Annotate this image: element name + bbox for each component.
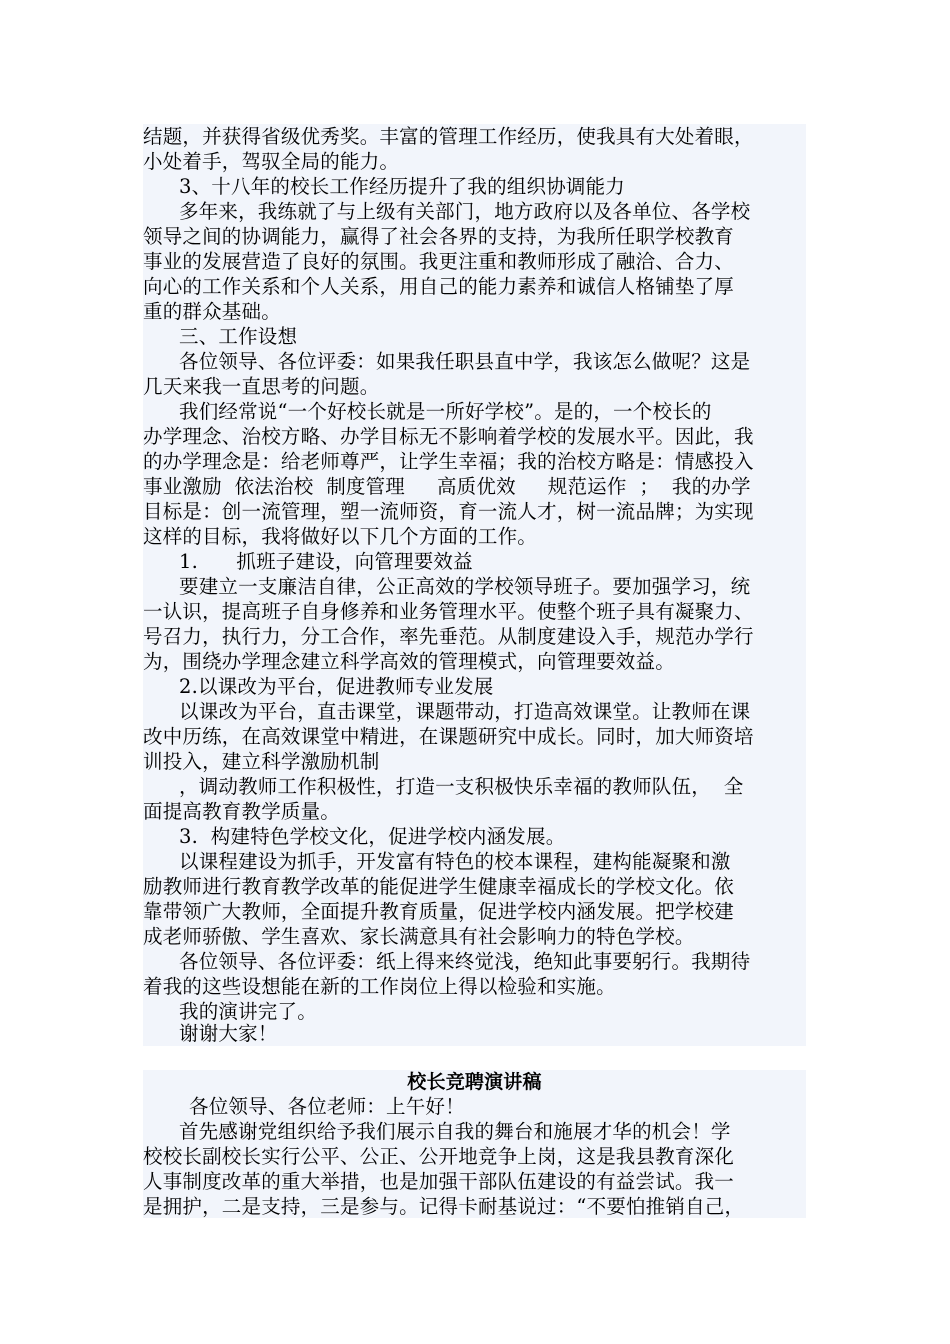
text-line: 训投入，建立科学激励机制 <box>143 750 380 773</box>
text-line: 励教师进行教育教学改革的能促进学生健康幸福成长的学校文化。依 <box>143 875 735 898</box>
text-line: 以课改为平台，直击课堂，课题带动，打造高效课堂。让教师在课 <box>179 700 751 723</box>
text-line: 号召力，执行力，分工合作，率先垂范。从制度建设入手，规范办学行 <box>143 625 754 648</box>
text-line: 重的群众基础。 <box>143 300 281 323</box>
text-line: 成老师骄傲、学生喜欢、家长满意具有社会影响力的特色学校。 <box>143 925 695 948</box>
text-line: ，调动教师工作积极性，打造一支积极快乐幸福的教师队伍， 全 <box>179 775 744 798</box>
text-line: 改中历练，在高效课堂中精进，在课题研究中成长。同时，加大师资培 <box>143 725 754 748</box>
text-line: 3. 构建特色学校文化，促进学校内涵发展。 <box>179 825 566 848</box>
text-line: 靠带领广大教师，全面提升教育质量，促进学校内涵发展。把学校建 <box>143 900 735 923</box>
document-section-1 <box>143 124 806 1046</box>
salutation-line: 各位领导、各位老师：上午好！ <box>189 1095 465 1118</box>
text-line: 多年来，我练就了与上级有关部门，地方政府以及各单位、各学校 <box>179 200 751 223</box>
text-line: 1. 抓班子建设，向管理要效益 <box>179 550 473 573</box>
text-line: 事业的发展营造了良好的氛围。我更注重和教师形成了融洽、合力、 <box>143 250 735 273</box>
text-line: 我的演讲完了。 <box>179 1000 317 1023</box>
text-line: 目标是：创一流管理，塑一流师资，育一流人才，树一流品牌；为实现 <box>143 500 754 523</box>
text-line: 三、工作设想 <box>179 325 298 348</box>
text-line: 小处着手，驾驭全局的能力。 <box>143 150 400 173</box>
document-title: 校长竞聘演讲稿 <box>407 1071 542 1093</box>
text-line: 的办学理念是：给老师尊严，让学生幸福；我的治校方略是：情感投入 <box>143 450 754 473</box>
text-line: 3、十八年的校长工作经历提升了我的组织协调能力 <box>179 175 626 198</box>
text-line: 以课程建设为抓手，开发富有特色的校本课程，建构能凝聚和激 <box>179 850 731 873</box>
text-line: 向心的工作关系和个人关系，用自己的能力素养和诚信人格铺垫了厚 <box>143 275 735 298</box>
text-line: 人事制度改革的重大举措，也是加强干部队伍建设的有益尝试。我一 <box>143 1170 735 1193</box>
text-line: 校校长副校长实行公平、公正、公开地竞争上岗，这是我县教育深化 <box>143 1145 735 1168</box>
text-line: 面提高教育教学质量。 <box>143 800 341 823</box>
text-line: 结题，并获得省级优秀奖。丰富的管理工作经历，使我具有大处着眼， <box>143 125 754 148</box>
text-line: 几天来我一直思考的问题。 <box>143 375 380 398</box>
text-line: 是拥护，二是支持，三是参与。记得卡耐基说过：“不要怕推销自己， <box>143 1195 745 1218</box>
text-line: 要建立一支廉洁自律，公正高效的学校领导班子。要加强学习，统 <box>179 575 751 598</box>
text-line: 事业激励 依法治校 制度管理 高质优效 规范运作 ； 我的办学 <box>143 475 751 498</box>
text-line: 这样的目标，我将做好以下几个方面的工作。 <box>143 525 538 548</box>
text-line: 各位领导、各位评委：如果我任职县直中学，我该怎么做呢？这是 <box>179 350 751 373</box>
text-line: 各位领导、各位评委：纸上得来终觉浅，绝知此事要躬行。我期待 <box>179 950 751 973</box>
text-line: 谢谢大家！ <box>179 1022 278 1045</box>
text-line: 着我的这些设想能在新的工作岗位上得以检验和实施。 <box>143 975 616 998</box>
text-line: 领导之间的协调能力，赢得了社会各界的支持，为我所任职学校教育 <box>143 225 735 248</box>
text-line: 我们经常说“一个好校长就是一所好学校”。是的，一个校长的 <box>179 400 712 423</box>
text-line: 为，围绕办学理念建立科学高效的管理模式，向管理要效益。 <box>143 650 675 673</box>
text-line: 2.以课改为平台，促进教师专业发展 <box>179 675 494 698</box>
document-section-2 <box>143 1070 806 1218</box>
text-line: 办学理念、治校方略、办学目标无不影响着学校的发展水平。因此，我 <box>143 425 754 448</box>
text-line: 首先感谢党组织给予我们展示自我的舞台和施展才华的机会！学 <box>179 1120 731 1143</box>
text-line: 一认识，提高班子自身修养和业务管理水平。使整个班子具有凝聚力、 <box>143 600 754 623</box>
